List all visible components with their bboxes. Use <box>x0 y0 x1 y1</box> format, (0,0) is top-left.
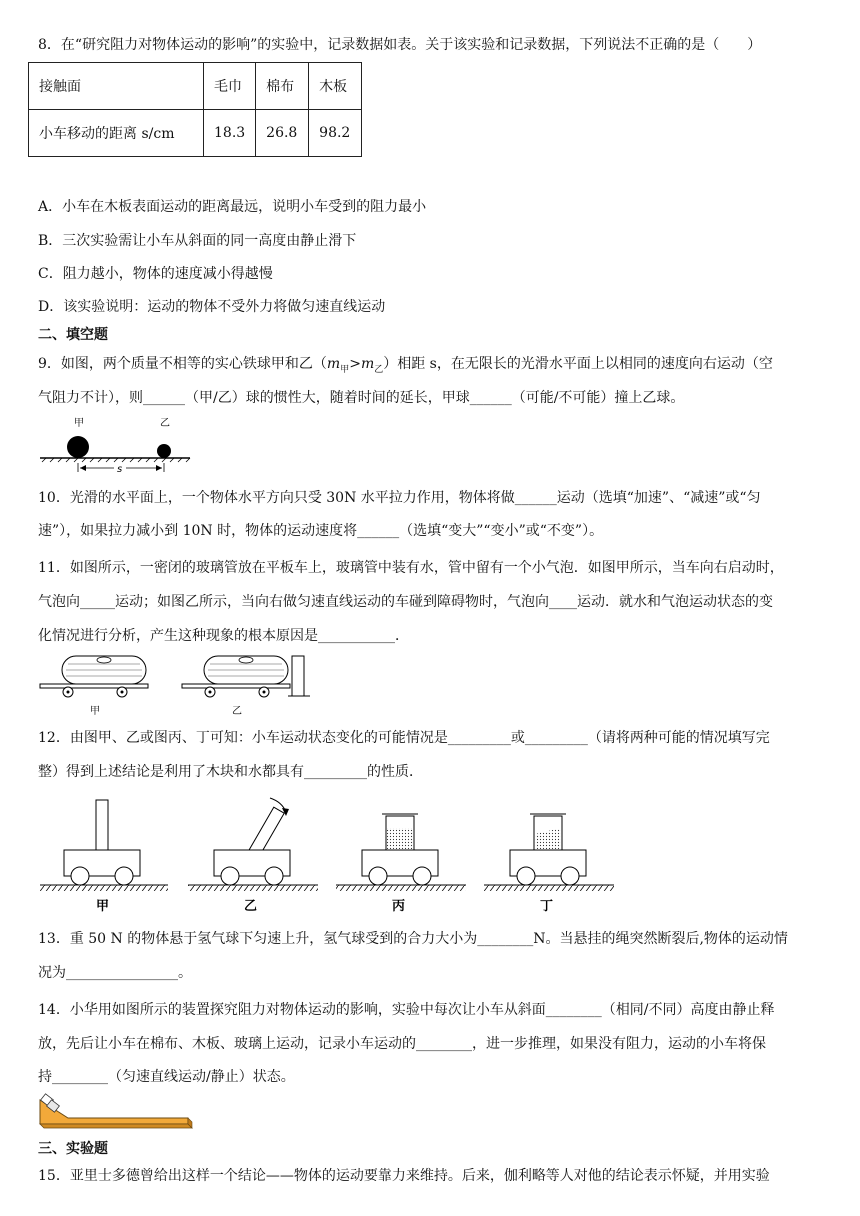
ball-yi <box>157 444 171 458</box>
q11-figure-carts <box>38 650 328 720</box>
label-ding: 丁 <box>540 899 554 914</box>
q9-line1 <box>38 354 773 380</box>
q9-text-a: 9．如图，两个质量不相等的实心铁球甲和乙（ <box>38 356 327 372</box>
table-cell: 接触面 <box>29 63 204 110</box>
cart-jia-block-upright <box>40 800 168 891</box>
section-heading-experiment: 三、实验题 <box>38 1141 108 1157</box>
q10-line2: 速”），如果拉力减小到 10N 时，物体的运动速度将______（选填“变大”“变小”或“不变”）。 <box>38 523 604 539</box>
q9-line2: 气阻力不计），则______（甲/乙）球的惯性大，随着时间的延长，甲球______（可能/不可能）撞上乙球。 <box>38 390 685 406</box>
q8-option-a: A．小车在木板表面运动的距离最远，说明小车受到的阻力最小 <box>38 199 427 215</box>
gt-sign: > <box>349 356 361 372</box>
cart-bing-beaker-level <box>336 814 466 891</box>
mass-jia: m <box>326 356 341 372</box>
mass-yi: m <box>360 356 375 372</box>
q14-line1: 14．小华用如图所示的装置探究阻力对物体运动的影响，实验中每次让小车从斜面________（相同/不同）高度由静止释 <box>38 1002 775 1018</box>
table-row <box>29 63 362 110</box>
mass-jia-sub: 甲 <box>340 364 350 375</box>
label-yi: 乙 <box>160 418 170 429</box>
ramp-track <box>40 1100 188 1124</box>
q11-line3: 化情况进行分析，产生这种现象的根本原因是___________． <box>38 628 409 644</box>
q12-line2: 整）得到上述结论是利用了木块和水都具有_________的性质． <box>38 764 423 780</box>
ball-jia <box>67 436 89 458</box>
q8-data-table <box>28 62 362 157</box>
label-jia: 甲 <box>74 418 84 429</box>
table-cell: 小车移动的距离 s/cm <box>29 110 204 157</box>
q14-figure-ramp <box>38 1094 194 1134</box>
q8-option-d: D．该实验说明：运动的物体不受外力将做匀速直线运动 <box>38 299 386 315</box>
q11-line2: 气泡向_____运动；如图乙所示，当向右做匀速直线运动的车碰到障碍物时，气泡向____运动．就水和气泡运动状态的变 <box>38 594 773 610</box>
table-cell: 毛巾 <box>204 63 256 110</box>
label-yi: 乙 <box>232 706 242 717</box>
label-jia: 甲 <box>96 899 110 914</box>
label-s: s <box>117 464 123 475</box>
label-jia: 甲 <box>90 706 100 717</box>
q9-figure-balls <box>38 414 198 476</box>
q13-line1: 13．重 50 N 的物体悬于氢气球下匀速上升，氢气球受到的合力大小为________N。当悬挂的绳突然断裂后,物体的运动情 <box>38 931 788 947</box>
q8-stem: 8．在“研究阻力对物体运动的影响”的实验中，记录数据如表。关于该实验和记录数据，下列说法不正确的是（ ） <box>38 37 762 53</box>
label-yi: 乙 <box>244 899 258 914</box>
cart-yi <box>182 656 310 697</box>
table-cell: 26.8 <box>256 110 309 157</box>
q9-text-b: ）相距 s，在无限长的光滑水平面上以相同的速度向右运动（空 <box>383 356 773 372</box>
table-cell: 98.2 <box>309 110 362 157</box>
cart-yi-block-tipping <box>188 798 318 891</box>
q12-figure-carts <box>38 790 638 914</box>
label-bing: 丙 <box>392 899 406 914</box>
q14-line2: 放，先后让小车在棉布、木板、玻璃上运动，记录小车运动的________，进一步推理，如果没有阻力，运动的小车将保 <box>38 1036 766 1052</box>
obstacle <box>292 656 304 696</box>
section-heading-fill-blank: 二、填空题 <box>38 327 108 343</box>
cart-jia <box>40 656 148 697</box>
q8-option-c: C．阻力越小，物体的速度减小得越慢 <box>38 266 273 282</box>
table-cell: 18.3 <box>204 110 256 157</box>
q11-line1: 11．如图所示，一密闭的玻璃管放在平板车上，玻璃管中装有水，管中留有一个小气泡．如图甲所示，当车向右启动时， <box>38 560 784 576</box>
q14-line3: 持________（匀速直线运动/静止）状态。 <box>38 1069 295 1085</box>
q15-line1: 15．亚里士多德曾给出这样一个结论——物体的运动要靠力来维持。后来，伽利略等人对他的结论表示怀疑，并用实验 <box>38 1168 770 1184</box>
q10-line1: 10．光滑的水平面上，一个物体水平方向只受 30N 水平拉力作用，物体将做______运动（选填“加速”、“减速”或“匀 <box>38 490 761 506</box>
table-cell: 棉布 <box>256 63 309 110</box>
table-cell: 木板 <box>309 63 362 110</box>
cart-ding-beaker-tilted <box>484 814 614 891</box>
mass-yi-sub: 乙 <box>374 364 384 375</box>
q13-line2: 况为________________。 <box>38 965 192 981</box>
q8-option-b: B．三次实验需让小车从斜面的同一高度由静止滑下 <box>38 233 357 249</box>
table-row <box>29 110 362 157</box>
q12-line1: 12．由图甲、乙或图丙、丁可知：小车运动状态变化的可能情况是_________或_________（请将两种可能的情况填写完 <box>38 730 770 746</box>
